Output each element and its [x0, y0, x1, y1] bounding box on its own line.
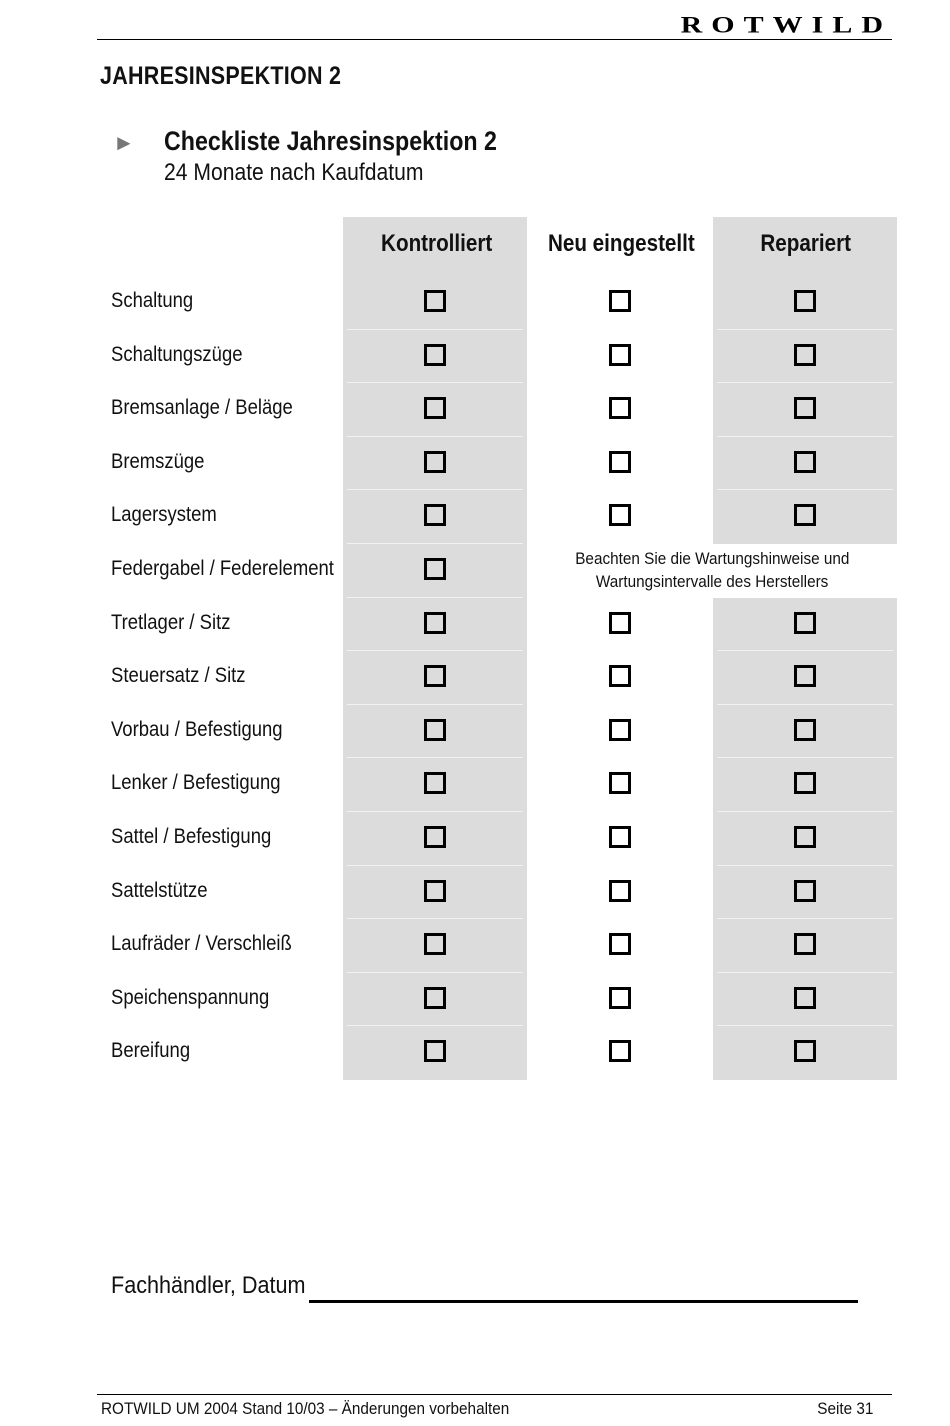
cell-divider — [717, 811, 893, 812]
checkbox-neu-eingestellt[interactable] — [609, 772, 631, 794]
page-number: Seite 31 — [816, 1399, 873, 1418]
checkbox-neu-eingestellt[interactable] — [609, 451, 631, 473]
signature-line[interactable] — [309, 1300, 858, 1303]
row-label: Laufräder / Verschleiß — [111, 932, 292, 955]
checkbox-neu-eingestellt[interactable] — [609, 612, 631, 634]
section-subtitle: 24 Monate nach Kaufdatum — [164, 159, 424, 186]
checkbox-kontrolliert[interactable] — [424, 772, 446, 794]
checkbox-neu-eingestellt[interactable] — [609, 987, 631, 1009]
checkbox-kontrolliert[interactable] — [424, 344, 446, 366]
checkbox-kontrolliert[interactable] — [424, 987, 446, 1009]
row-label: Schaltung — [111, 289, 194, 312]
column-header-kontrolliert: Kontrolliert — [381, 230, 493, 257]
row-label: Bremsanlage / Beläge — [111, 396, 293, 419]
checkbox-neu-eingestellt[interactable] — [609, 719, 631, 741]
checkbox-repariert[interactable] — [794, 826, 816, 848]
checkbox-repariert[interactable] — [794, 290, 816, 312]
cell-divider — [347, 489, 523, 490]
checkbox-kontrolliert[interactable] — [424, 290, 446, 312]
checkbox-repariert[interactable] — [794, 880, 816, 902]
row-label: Speichenspannung — [111, 986, 270, 1009]
checkbox-kontrolliert[interactable] — [424, 504, 446, 526]
page-title: JAHRESINSPEKTION 2 — [100, 62, 342, 90]
row-label: Lagersystem — [111, 503, 217, 526]
cell-divider — [347, 329, 523, 330]
checkbox-kontrolliert[interactable] — [424, 397, 446, 419]
checkbox-neu-eingestellt[interactable] — [609, 1040, 631, 1062]
column-shade-repariert-upper — [713, 217, 897, 544]
bullet-arrow-icon: ► — [113, 130, 135, 155]
cell-divider — [347, 436, 523, 437]
checkbox-neu-eingestellt[interactable] — [609, 933, 631, 955]
checkbox-repariert[interactable] — [794, 397, 816, 419]
checkbox-neu-eingestellt[interactable] — [609, 665, 631, 687]
row-label: Federgabel / Federelement — [111, 557, 334, 580]
cell-divider — [347, 704, 523, 705]
checkbox-neu-eingestellt[interactable] — [609, 504, 631, 526]
bottom-rule — [97, 1394, 892, 1395]
checkbox-kontrolliert[interactable] — [424, 665, 446, 687]
row-label: Vorbau / Befestigung — [111, 718, 283, 741]
cell-divider — [347, 757, 523, 758]
checkbox-kontrolliert[interactable] — [424, 826, 446, 848]
checkbox-repariert[interactable] — [794, 344, 816, 366]
row-label: Tretlager / Sitz — [111, 611, 231, 634]
checkbox-kontrolliert[interactable] — [424, 719, 446, 741]
checkbox-repariert[interactable] — [794, 451, 816, 473]
cell-divider — [717, 329, 893, 330]
cell-divider — [717, 489, 893, 490]
checkbox-kontrolliert[interactable] — [424, 451, 446, 473]
checkbox-neu-eingestellt[interactable] — [609, 880, 631, 902]
checkbox-kontrolliert[interactable] — [424, 612, 446, 634]
row-label: Schaltungszüge — [111, 343, 243, 366]
checkbox-neu-eingestellt[interactable] — [609, 290, 631, 312]
cell-divider — [347, 918, 523, 919]
cell-divider — [347, 543, 523, 544]
maintenance-note: Beachten Sie die Wartungshinweise und Wartungsintervalle des Herstellers — [574, 549, 850, 591]
checkbox-repariert[interactable] — [794, 665, 816, 687]
cell-divider — [717, 436, 893, 437]
cell-divider — [347, 650, 523, 651]
row-label: Sattel / Befestigung — [111, 825, 272, 848]
section-title: Checkliste Jahresinspektion 2 — [164, 126, 497, 156]
row-label: Bereifung — [111, 1039, 191, 1062]
cell-divider — [717, 918, 893, 919]
row-label: Lenker / Befestigung — [111, 771, 281, 794]
signature-label: Fachhändler, Datum — [111, 1272, 306, 1299]
cell-divider — [717, 972, 893, 973]
row-label: Steuersatz / Sitz — [111, 664, 246, 687]
cell-divider — [347, 382, 523, 383]
column-header-neu-eingestellt: Neu eingestellt — [547, 230, 695, 257]
footer-text: ROTWILD UM 2004 Stand 10/03 – Änderungen vorbehalten — [101, 1399, 510, 1418]
brand-logo: ROTWILD — [680, 12, 892, 38]
checkbox-repariert[interactable] — [794, 1040, 816, 1062]
row-label: Bremszüge — [111, 450, 205, 473]
checkbox-neu-eingestellt[interactable] — [609, 826, 631, 848]
checkbox-kontrolliert[interactable] — [424, 880, 446, 902]
checkbox-repariert[interactable] — [794, 933, 816, 955]
checkbox-repariert[interactable] — [794, 719, 816, 741]
checkbox-kontrolliert[interactable] — [424, 1040, 446, 1062]
checkbox-kontrolliert[interactable] — [424, 933, 446, 955]
cell-divider — [347, 972, 523, 973]
cell-divider — [717, 704, 893, 705]
checkbox-repariert[interactable] — [794, 504, 816, 526]
row-label: Sattelstütze — [111, 879, 208, 902]
top-rule — [97, 39, 892, 40]
column-header-repariert: Repariert — [760, 230, 852, 257]
checkbox-repariert[interactable] — [794, 772, 816, 794]
cell-divider — [717, 757, 893, 758]
cell-divider — [347, 597, 523, 598]
cell-divider — [717, 650, 893, 651]
cell-divider — [717, 1025, 893, 1026]
cell-divider — [347, 865, 523, 866]
checkbox-repariert[interactable] — [794, 612, 816, 634]
checkbox-kontrolliert[interactable] — [424, 558, 446, 580]
checkbox-neu-eingestellt[interactable] — [609, 344, 631, 366]
cell-divider — [717, 382, 893, 383]
cell-divider — [717, 865, 893, 866]
cell-divider — [347, 811, 523, 812]
checkbox-neu-eingestellt[interactable] — [609, 397, 631, 419]
cell-divider — [347, 1025, 523, 1026]
checkbox-repariert[interactable] — [794, 987, 816, 1009]
